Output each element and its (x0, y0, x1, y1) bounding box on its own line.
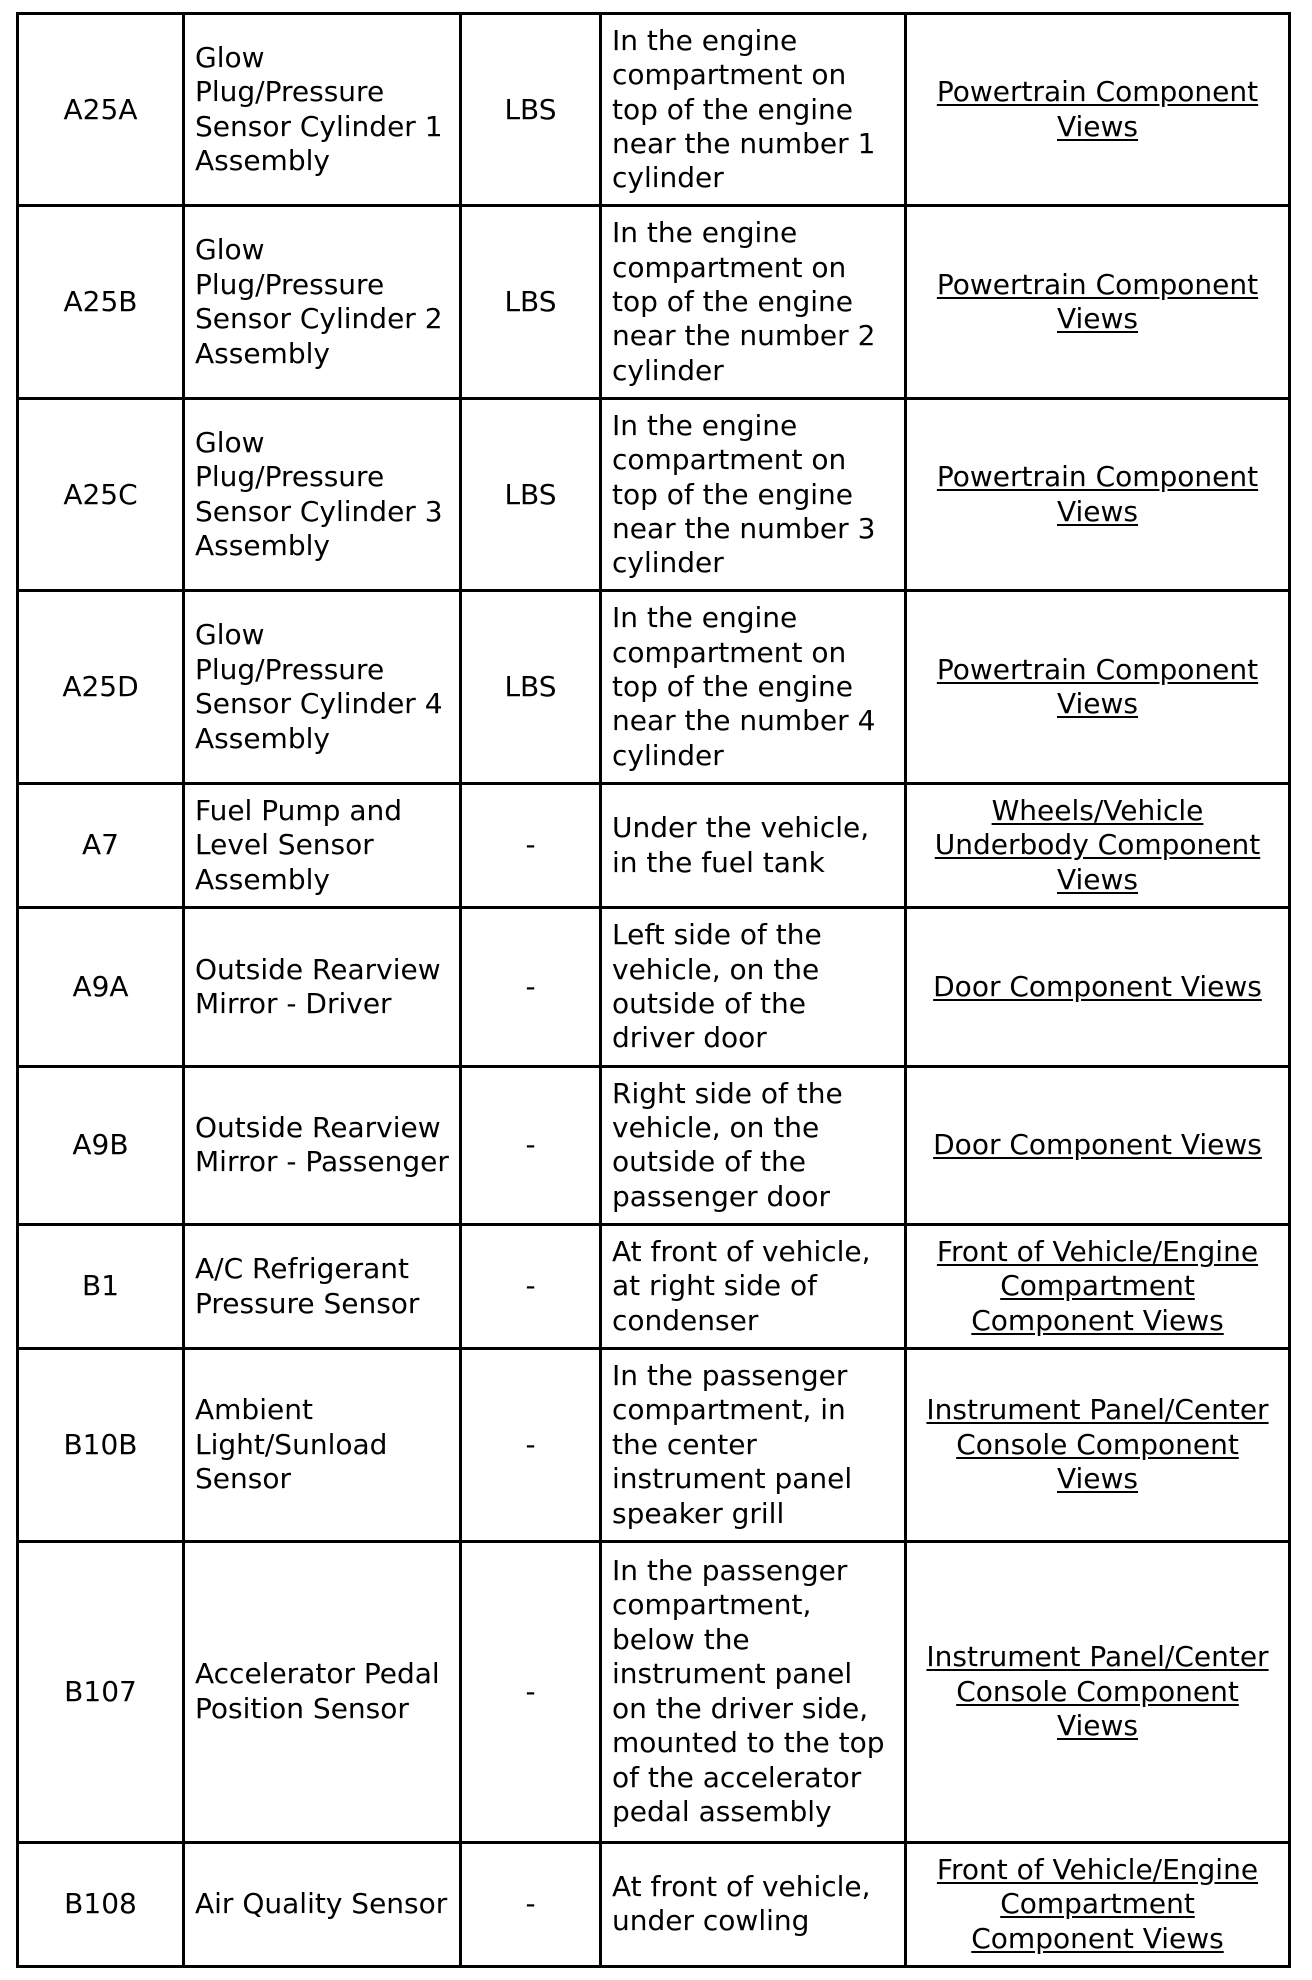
component-option: - (461, 1066, 601, 1224)
component-name: Air Quality Sensor (184, 1842, 461, 1966)
component-location: In the passenger compartment, in the center instrument panel speaker grill (601, 1349, 906, 1541)
component-name: Glow Plug/Pressure Sensor Cylinder 3 Assembly (184, 398, 461, 590)
component-name: Glow Plug/Pressure Sensor Cylinder 1 Assembly (184, 14, 461, 206)
component-option: - (461, 1349, 601, 1541)
component-location: Under the vehicle, in the fuel tank (601, 783, 906, 907)
component-option: LBS (461, 398, 601, 590)
component-location: In the engine compartment on top of the engine near the number 3 cylinder (601, 398, 906, 590)
component-id: B108 (18, 1842, 184, 1966)
table-row (18, 206, 1290, 398)
component-location: At front of vehicle, under cowling (601, 1842, 906, 1966)
view-cell (906, 206, 1290, 398)
table-row (18, 1349, 1290, 1541)
component-option: LBS (461, 14, 601, 206)
view-cell (906, 1066, 1290, 1224)
component-location: Right side of the vehicle, on the outside of the passenger door (601, 1066, 906, 1224)
view-cell (906, 1842, 1290, 1966)
component-location-table (16, 12, 1291, 1968)
component-option: LBS (461, 206, 601, 398)
view-cell (906, 1541, 1290, 1842)
component-id: B107 (18, 1541, 184, 1842)
component-view-link[interactable]: Powertrain Component Views (936, 652, 1259, 721)
view-cell (906, 591, 1290, 783)
component-view-link[interactable]: Front of Vehicle/Engine Compartment Component Views (936, 1852, 1259, 1955)
table-row (18, 783, 1290, 907)
component-id: B10B (18, 1349, 184, 1541)
component-name: Outside Rearview Mirror - Driver (184, 908, 461, 1066)
table-row (18, 398, 1290, 590)
component-name: Fuel Pump and Level Sensor Assembly (184, 783, 461, 907)
view-cell (906, 398, 1290, 590)
table-row (18, 1842, 1290, 1966)
component-view-link[interactable]: Instrument Panel/Center Console Component Views (926, 1640, 1269, 1742)
component-location: In the passenger compartment, below the instrument panel on the driver side, mounted to the top of the accelerator pedal assembly (601, 1541, 906, 1842)
component-view-link[interactable]: Wheels/Vehicle Underbody Component Views (934, 793, 1261, 896)
component-name: Accelerator Pedal Position Sensor (184, 1541, 461, 1842)
component-view-link[interactable]: Powertrain Component Views (936, 267, 1259, 336)
component-view-link[interactable]: Front of Vehicle/Engine Compartment Component Views (936, 1235, 1259, 1337)
component-id: A25B (18, 206, 184, 398)
component-option: - (461, 908, 601, 1066)
table-row (18, 1541, 1290, 1842)
table-row (18, 1066, 1290, 1224)
component-view-link[interactable]: Door Component Views (933, 969, 1262, 1003)
component-view-link[interactable]: Powertrain Component Views (936, 75, 1259, 143)
component-id: A7 (18, 783, 184, 907)
view-cell (906, 783, 1290, 907)
component-option: - (461, 783, 601, 907)
component-name: Outside Rearview Mirror - Passenger (184, 1066, 461, 1224)
component-name: Glow Plug/Pressure Sensor Cylinder 4 Assembly (184, 591, 461, 783)
view-cell (906, 1349, 1290, 1541)
table-row (18, 591, 1290, 783)
view-cell (906, 1225, 1290, 1349)
component-view-link[interactable]: Instrument Panel/Center Console Component Views (926, 1393, 1269, 1496)
component-id: A25A (18, 14, 184, 206)
component-location: At front of vehicle, at right side of condenser (601, 1225, 906, 1349)
table-row (18, 1225, 1290, 1349)
table-row (18, 908, 1290, 1066)
component-option: LBS (461, 591, 601, 783)
component-id: A9A (18, 908, 184, 1066)
view-cell (906, 14, 1290, 206)
component-name: A/C Refrigerant Pressure Sensor (184, 1225, 461, 1349)
component-option: - (461, 1842, 601, 1966)
component-name: Glow Plug/Pressure Sensor Cylinder 2 Assembly (184, 206, 461, 398)
view-cell (906, 908, 1290, 1066)
table-row (18, 14, 1290, 206)
component-location: In the engine compartment on top of the engine near the number 1 cylinder (601, 14, 906, 206)
component-view-link[interactable]: Powertrain Component Views (936, 460, 1259, 528)
component-id: A25D (18, 591, 184, 783)
component-option: - (461, 1541, 601, 1842)
component-location: Left side of the vehicle, on the outside of the driver door (601, 908, 906, 1066)
component-location: In the engine compartment on top of the engine near the number 2 cylinder (601, 206, 906, 398)
component-location: In the engine compartment on top of the engine near the number 4 cylinder (601, 591, 906, 783)
component-id: A9B (18, 1066, 184, 1224)
component-id: A25C (18, 398, 184, 590)
component-view-link[interactable]: Door Component Views (933, 1128, 1262, 1162)
component-option: - (461, 1225, 601, 1349)
component-id: B1 (18, 1225, 184, 1349)
component-name: Ambient Light/Sunload Sensor (184, 1349, 461, 1541)
